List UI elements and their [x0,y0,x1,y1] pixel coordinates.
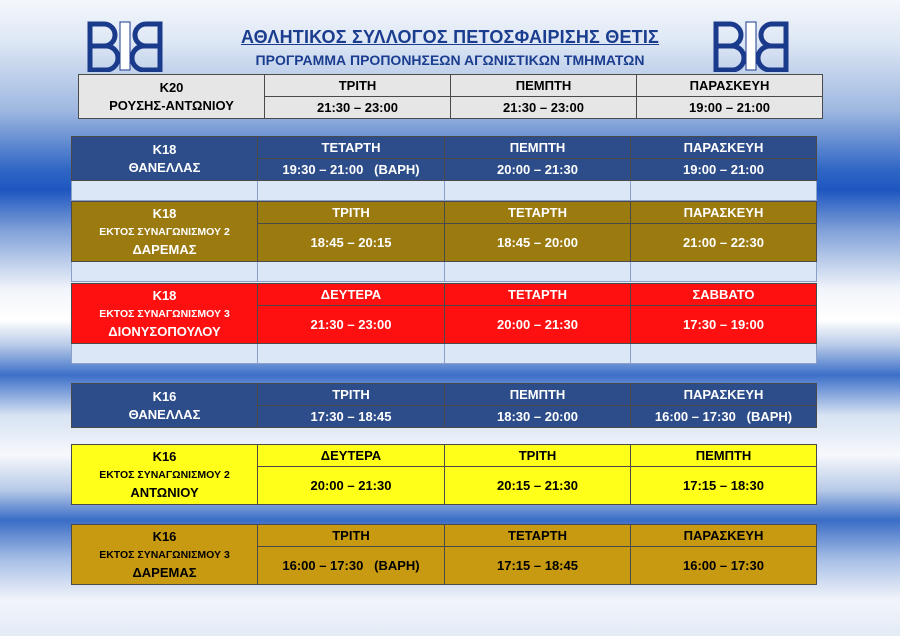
group-coach: ΑΝΤΩΝΙΟΥ [130,484,199,500]
session-day: ΤΡΙΤΗ [258,525,445,547]
session-time: 18:30 – 20:00 [445,406,631,428]
group-name-cell [72,384,258,428]
session-day: ΔΕΥΤΕΡΑ [258,445,445,467]
session-day: ΣΑΒΒΑΤΟ [631,284,817,306]
session-time: 20:15 – 21:30 [445,467,631,505]
group-name-cell [72,137,258,181]
spacer-cell [72,181,258,201]
group-category: Κ16 [152,528,177,544]
schedule-table [71,136,817,201]
session-day: ΤΕΤΑΡΤΗ [445,202,631,224]
group-name-cell [72,445,258,505]
session-time: 19:00 – 21:00 [631,159,817,181]
spacer-cell [631,262,817,282]
session-time: 17:15 – 18:30 [631,467,817,505]
group-category: Κ18 [152,141,177,157]
session-day: ΠΑΡΑΣΚΕΥΗ [631,137,817,159]
session-time: 20:00 – 21:30 [445,159,631,181]
page-subtitle: ΠΡΟΓΡΑΜΜΑ ΠΡΟΠΟΝΗΣΕΩΝ ΑΓΩΝΙΣΤΙΚΩΝ ΤΜΗΜΑΤΩΝ [255,52,645,68]
session-time: 21:30 – 23:00 [258,306,445,344]
group-coach: ΡΟΥΣΗΣ-ΑΝΤΩΝΙΟΥ [109,97,234,113]
session-day: ΠΑΡΑΣΚΕΥΗ [637,75,823,97]
session-time: 21:30 – 23:00 [265,97,451,119]
session-day: ΠΕΜΠΤΗ [445,384,631,406]
spacer-cell [258,262,445,282]
schedule-table [78,74,823,119]
session-day: ΠΑΡΑΣΚΕΥΗ [631,202,817,224]
session-time: 16:00 – 17:30 (ΒΑΡΗ) [631,406,817,428]
spacer-cell [258,181,445,201]
session-time: 17:30 – 18:45 [258,406,445,428]
group-category: Κ16 [152,448,177,464]
group-level: ΕΚΤΟΣ ΣΥΝΑΓΩΝΙΣΜΟΥ 2 [99,468,230,481]
schedule-table [71,524,817,585]
group-name-cell [72,284,258,344]
session-day: ΤΡΙΤΗ [258,384,445,406]
session-time: 19:00 – 21:00 [637,97,823,119]
session-day: ΠΕΜΠΤΗ [631,445,817,467]
spacer-cell [631,181,817,201]
session-day: ΠΑΡΑΣΚΕΥΗ [631,525,817,547]
group-coach: ΔΑΡΕΜΑΣ [132,564,197,580]
schedule-table [71,201,817,282]
spacer-cell [631,344,817,364]
session-time: 21:30 – 23:00 [451,97,637,119]
session-day: ΠΕΜΠΤΗ [451,75,637,97]
schedule-table [71,444,817,505]
session-day: ΤΕΤΑΡΤΗ [258,137,445,159]
session-day: ΤΡΙΤΗ [265,75,451,97]
group-coach: ΘΑΝΕΛΛΑΣ [128,159,201,175]
group-name-cell [72,202,258,262]
session-time: 20:00 – 21:30 [445,306,631,344]
schedule-table [71,383,817,428]
group-category: Κ16 [152,388,177,404]
session-day: ΠΑΡΑΣΚΕΥΗ [631,384,817,406]
session-time: 21:00 – 22:30 [631,224,817,262]
group-coach: ΘΑΝΕΛΛΑΣ [128,406,201,422]
group-level: ΕΚΤΟΣ ΣΥΝΑΓΩΝΙΣΜΟΥ 2 [99,225,230,238]
spacer-cell [72,262,258,282]
group-category: Κ20 [159,79,184,95]
session-time: 20:00 – 21:30 [258,467,445,505]
group-category: Κ18 [152,205,177,221]
schedule-table [71,283,817,364]
group-name-cell [79,75,265,119]
session-day: ΤΕΤΑΡΤΗ [445,525,631,547]
group-level: ΕΚΤΟΣ ΣΥΝΑΓΩΝΙΣΜΟΥ 3 [99,307,230,320]
spacer-cell [258,344,445,364]
group-level: ΕΚΤΟΣ ΣΥΝΑΓΩΝΙΣΜΟΥ 3 [99,548,230,561]
session-time: 18:45 – 20:00 [445,224,631,262]
session-time: 17:15 – 18:45 [445,547,631,585]
session-time: 19:30 – 21:00 (ΒΑΡΗ) [258,159,445,181]
session-day: ΠΕΜΠΤΗ [445,137,631,159]
group-category: Κ18 [152,287,177,303]
spacer-cell [445,181,631,201]
session-day: ΤΡΙΤΗ [445,445,631,467]
spacer-cell [445,344,631,364]
page-title: ΑΘΛΗΤΙΚΟΣ ΣΥΛΛΟΓΟΣ ΠΕΤΟΣΦΑΙΡΙΣΗΣ ΘΕΤΙΣ [240,27,660,47]
session-time: 16:00 – 17:30 [631,547,817,585]
group-coach: ΔΑΡΕΜΑΣ [132,241,197,257]
session-time: 16:00 – 17:30 (ΒΑΡΗ) [258,547,445,585]
spacer-cell [445,262,631,282]
session-day: ΔΕΥΤΕΡΑ [258,284,445,306]
session-time: 17:30 – 19:00 [631,306,817,344]
group-name-cell [72,525,258,585]
group-coach: ΔΙΟΝΥΣΟΠΟΥΛΟΥ [108,323,221,339]
session-day: ΤΕΤΑΡΤΗ [445,284,631,306]
spacer-cell [72,344,258,364]
session-time: 18:45 – 20:15 [258,224,445,262]
session-day: ΤΡΙΤΗ [258,202,445,224]
